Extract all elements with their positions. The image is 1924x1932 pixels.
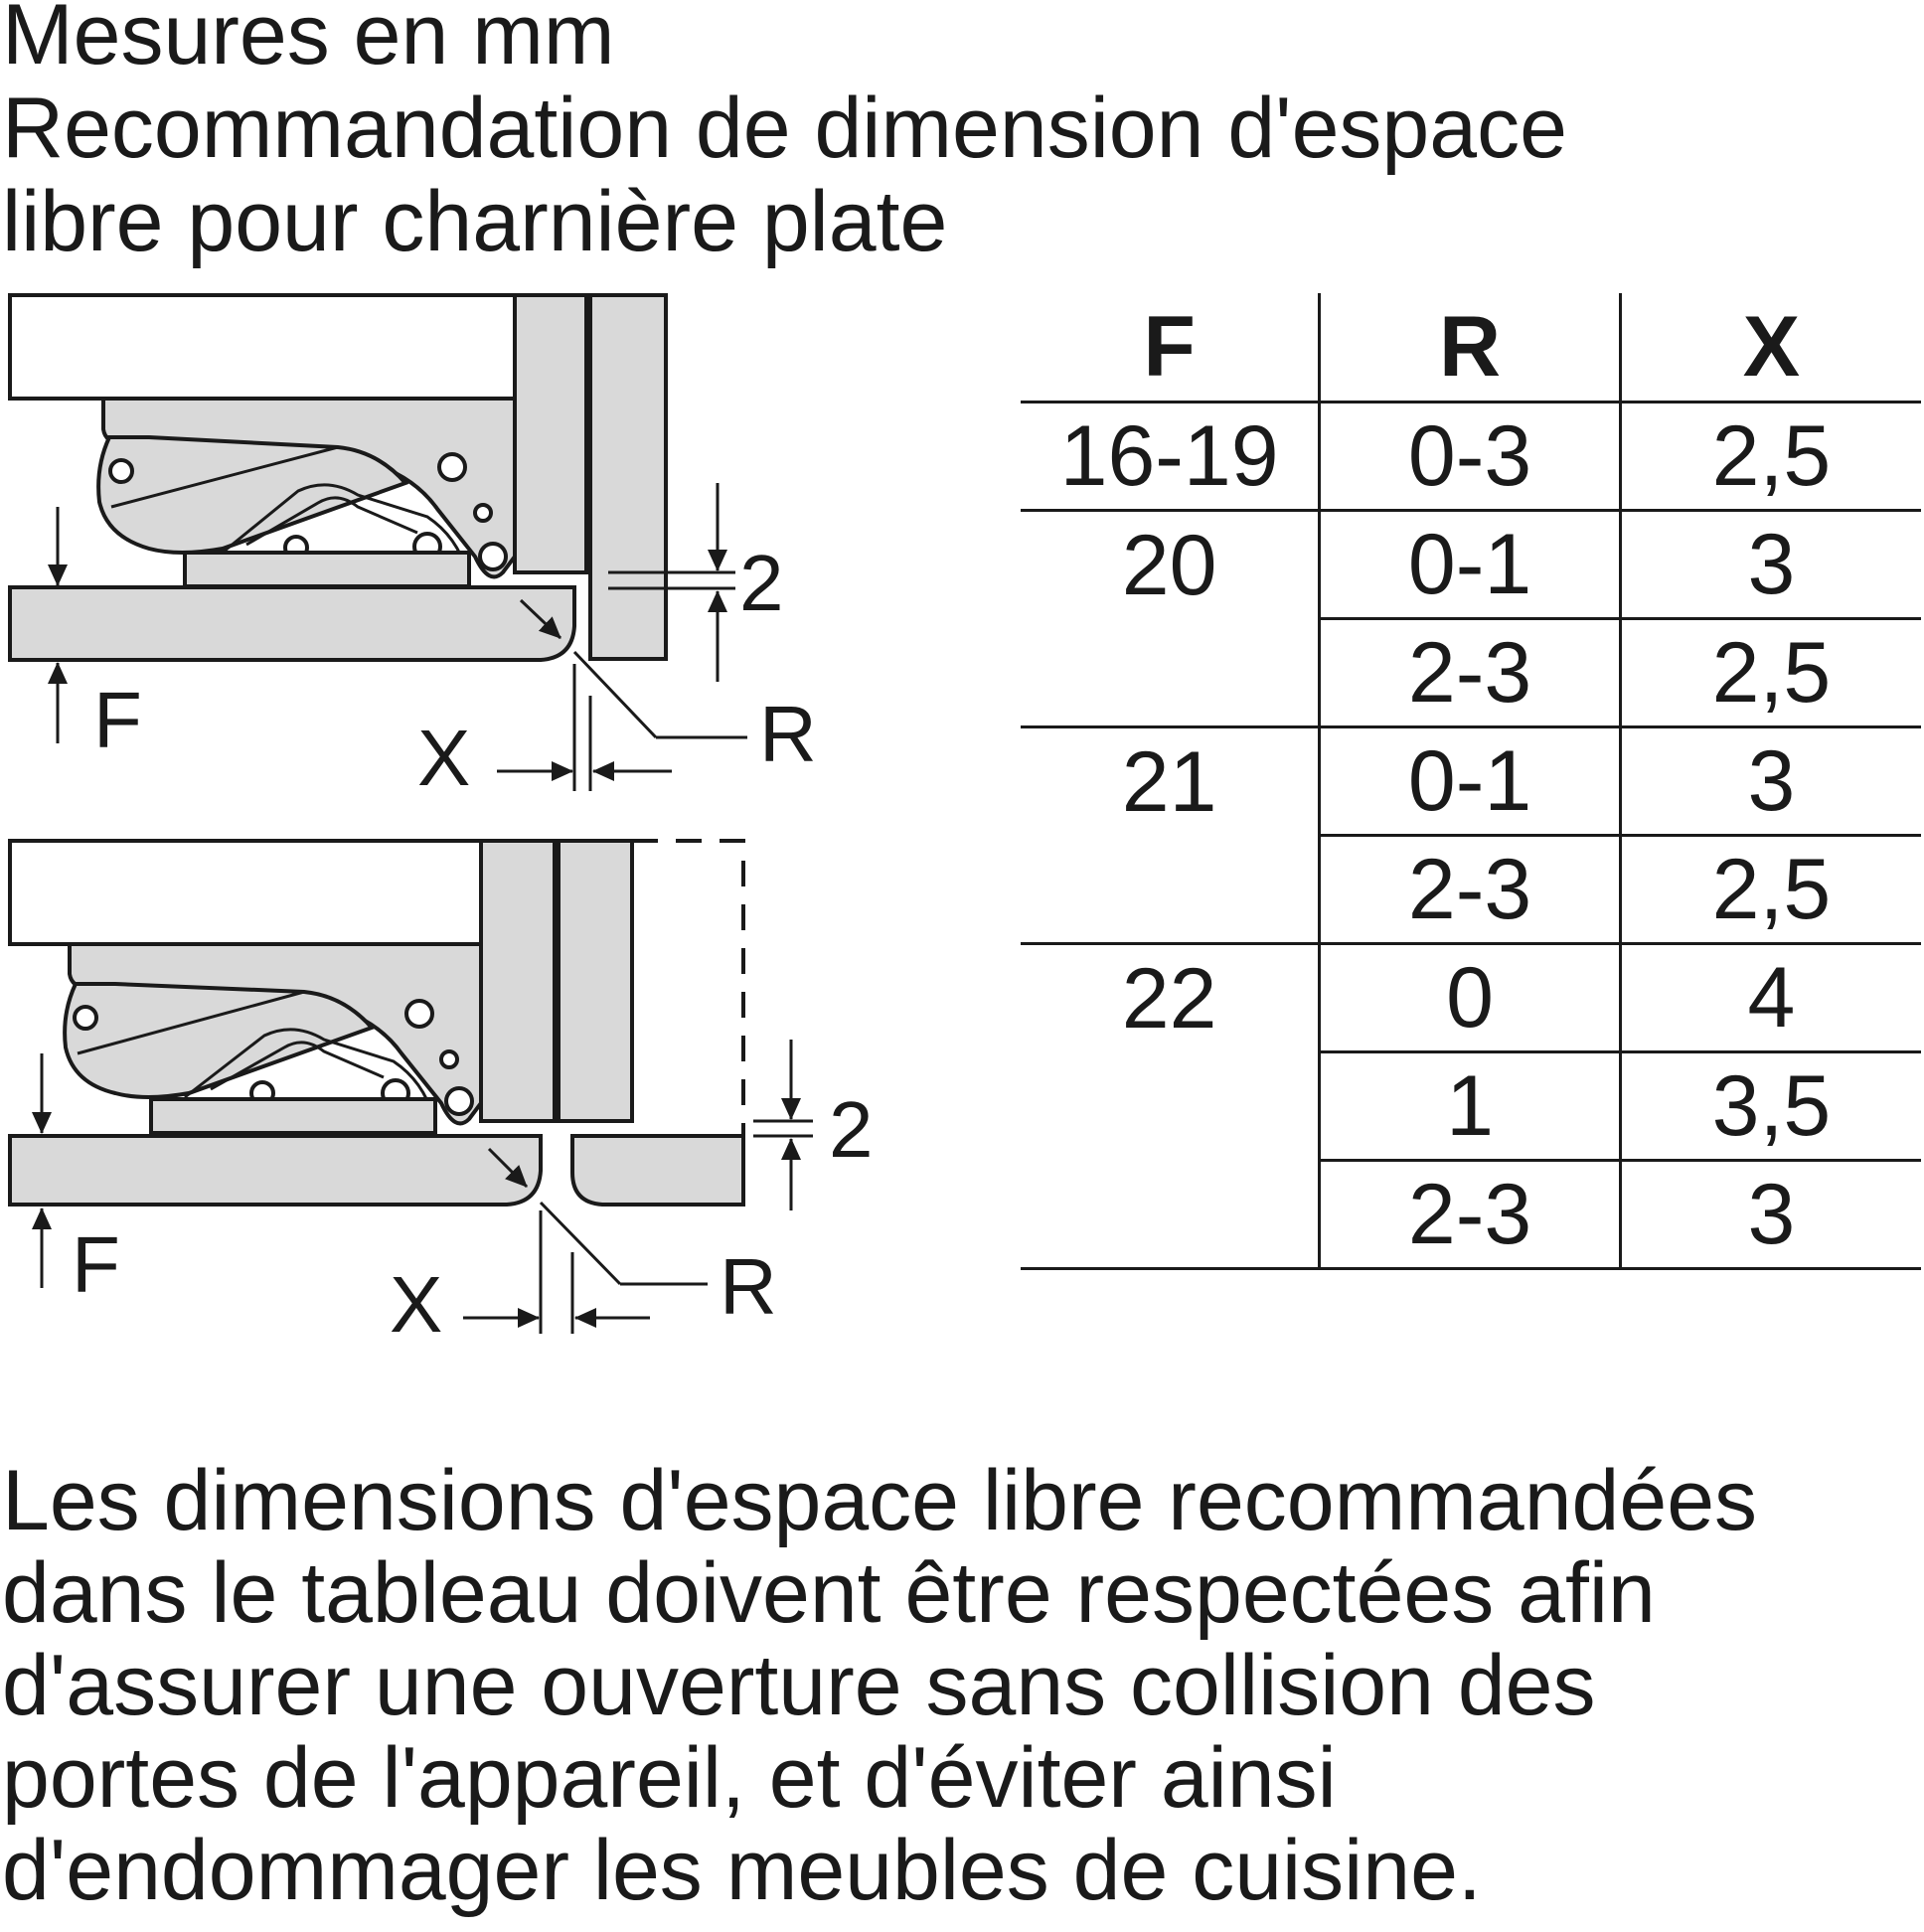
cell-R: 2-3 xyxy=(1320,619,1621,727)
hinge-screw-hole xyxy=(439,454,465,480)
hinge-screw-hole xyxy=(75,1007,96,1029)
furniture-door-panel xyxy=(572,1136,743,1205)
hinge-base xyxy=(185,553,469,586)
cabinet-side-panel xyxy=(515,295,586,572)
cell-X: 2,5 xyxy=(1620,402,1921,511)
footer-line: Les dimensions d'espace libre recommandées xyxy=(2,1453,1758,1548)
appliance-door xyxy=(10,587,574,660)
bottom-gap-label: 2 xyxy=(829,1085,874,1174)
column-header-F: F xyxy=(1021,293,1320,402)
cell-X: 3 xyxy=(1620,727,1921,836)
cell-F xyxy=(1021,619,1320,727)
hinge-diagram xyxy=(0,0,894,1371)
hinge-screw-hole xyxy=(110,460,132,482)
hinge-base xyxy=(151,1099,435,1133)
appliance-body-top xyxy=(10,295,515,399)
hinge-screw-hole xyxy=(441,1051,457,1067)
footer-note xyxy=(2,1455,1757,1917)
cell-R: 0-3 xyxy=(1320,402,1621,511)
table-row xyxy=(1021,402,1921,511)
cell-F: 22 xyxy=(1021,944,1320,1052)
cell-X: 2,5 xyxy=(1620,619,1921,727)
table-row xyxy=(1021,836,1921,944)
cell-R: 0-1 xyxy=(1320,511,1621,619)
footer-line: portes de l'appareil, et d'éviter ainsi xyxy=(2,1730,1337,1826)
table-header-row xyxy=(1021,293,1921,402)
bottom-R-label: R xyxy=(720,1242,777,1331)
top-F-label: F xyxy=(93,676,142,764)
cell-X: 4 xyxy=(1620,944,1921,1052)
clearance-table xyxy=(1021,293,1921,1270)
table-row xyxy=(1021,944,1921,1052)
hinge-screw-hole xyxy=(406,1001,432,1027)
furniture-door-panel xyxy=(590,295,666,659)
header-line-title: Recommandation de dimension d'espace xyxy=(2,80,1567,176)
cell-F xyxy=(1021,1052,1320,1161)
table-row xyxy=(1021,1161,1921,1269)
cell-R: 2-3 xyxy=(1320,1161,1621,1269)
cell-X: 2,5 xyxy=(1620,836,1921,944)
cell-F xyxy=(1021,836,1320,944)
footer-line: d'assurer une ouverture sans collision des xyxy=(2,1638,1596,1733)
table-row xyxy=(1021,619,1921,727)
cell-F: 16-19 xyxy=(1021,402,1320,511)
hinge-screw-hole xyxy=(480,544,506,569)
column-header-X: X xyxy=(1620,293,1921,402)
cabinet-side-panel-2 xyxy=(559,841,632,1121)
cell-R: 0 xyxy=(1320,944,1621,1052)
cell-X: 3 xyxy=(1620,511,1921,619)
cell-X: 3 xyxy=(1620,1161,1921,1269)
top-R-label: R xyxy=(759,690,817,778)
cell-R: 1 xyxy=(1320,1052,1621,1161)
footer-line: dans le tableau doivent être respectées afin xyxy=(2,1545,1656,1641)
bottom-F-label: F xyxy=(72,1220,120,1309)
cell-R: 0-1 xyxy=(1320,727,1621,836)
table-row xyxy=(1021,1052,1921,1161)
cell-F xyxy=(1021,1161,1320,1269)
footer-line: d'endommager les meubles de cuisine. xyxy=(2,1823,1482,1918)
top-gap-label: 2 xyxy=(739,539,784,627)
appliance-door xyxy=(10,1136,541,1205)
cell-F: 20 xyxy=(1021,511,1320,619)
cell-F: 21 xyxy=(1021,727,1320,836)
header-line-title-2: libre pour charnière plate xyxy=(2,174,948,269)
hinge-screw-hole xyxy=(475,505,491,521)
header-line-units: Mesures en mm xyxy=(2,0,615,82)
appliance-body-top xyxy=(10,841,481,944)
table-row xyxy=(1021,727,1921,836)
cabinet-side-panel xyxy=(481,841,555,1121)
cell-X: 3,5 xyxy=(1620,1052,1921,1161)
top-X-label: X xyxy=(417,714,471,802)
cell-R: 2-3 xyxy=(1320,836,1621,944)
column-header-R: R xyxy=(1320,293,1621,402)
table-row xyxy=(1021,511,1921,619)
hinge-screw-hole xyxy=(446,1088,472,1114)
bottom-X-label: X xyxy=(390,1260,443,1349)
